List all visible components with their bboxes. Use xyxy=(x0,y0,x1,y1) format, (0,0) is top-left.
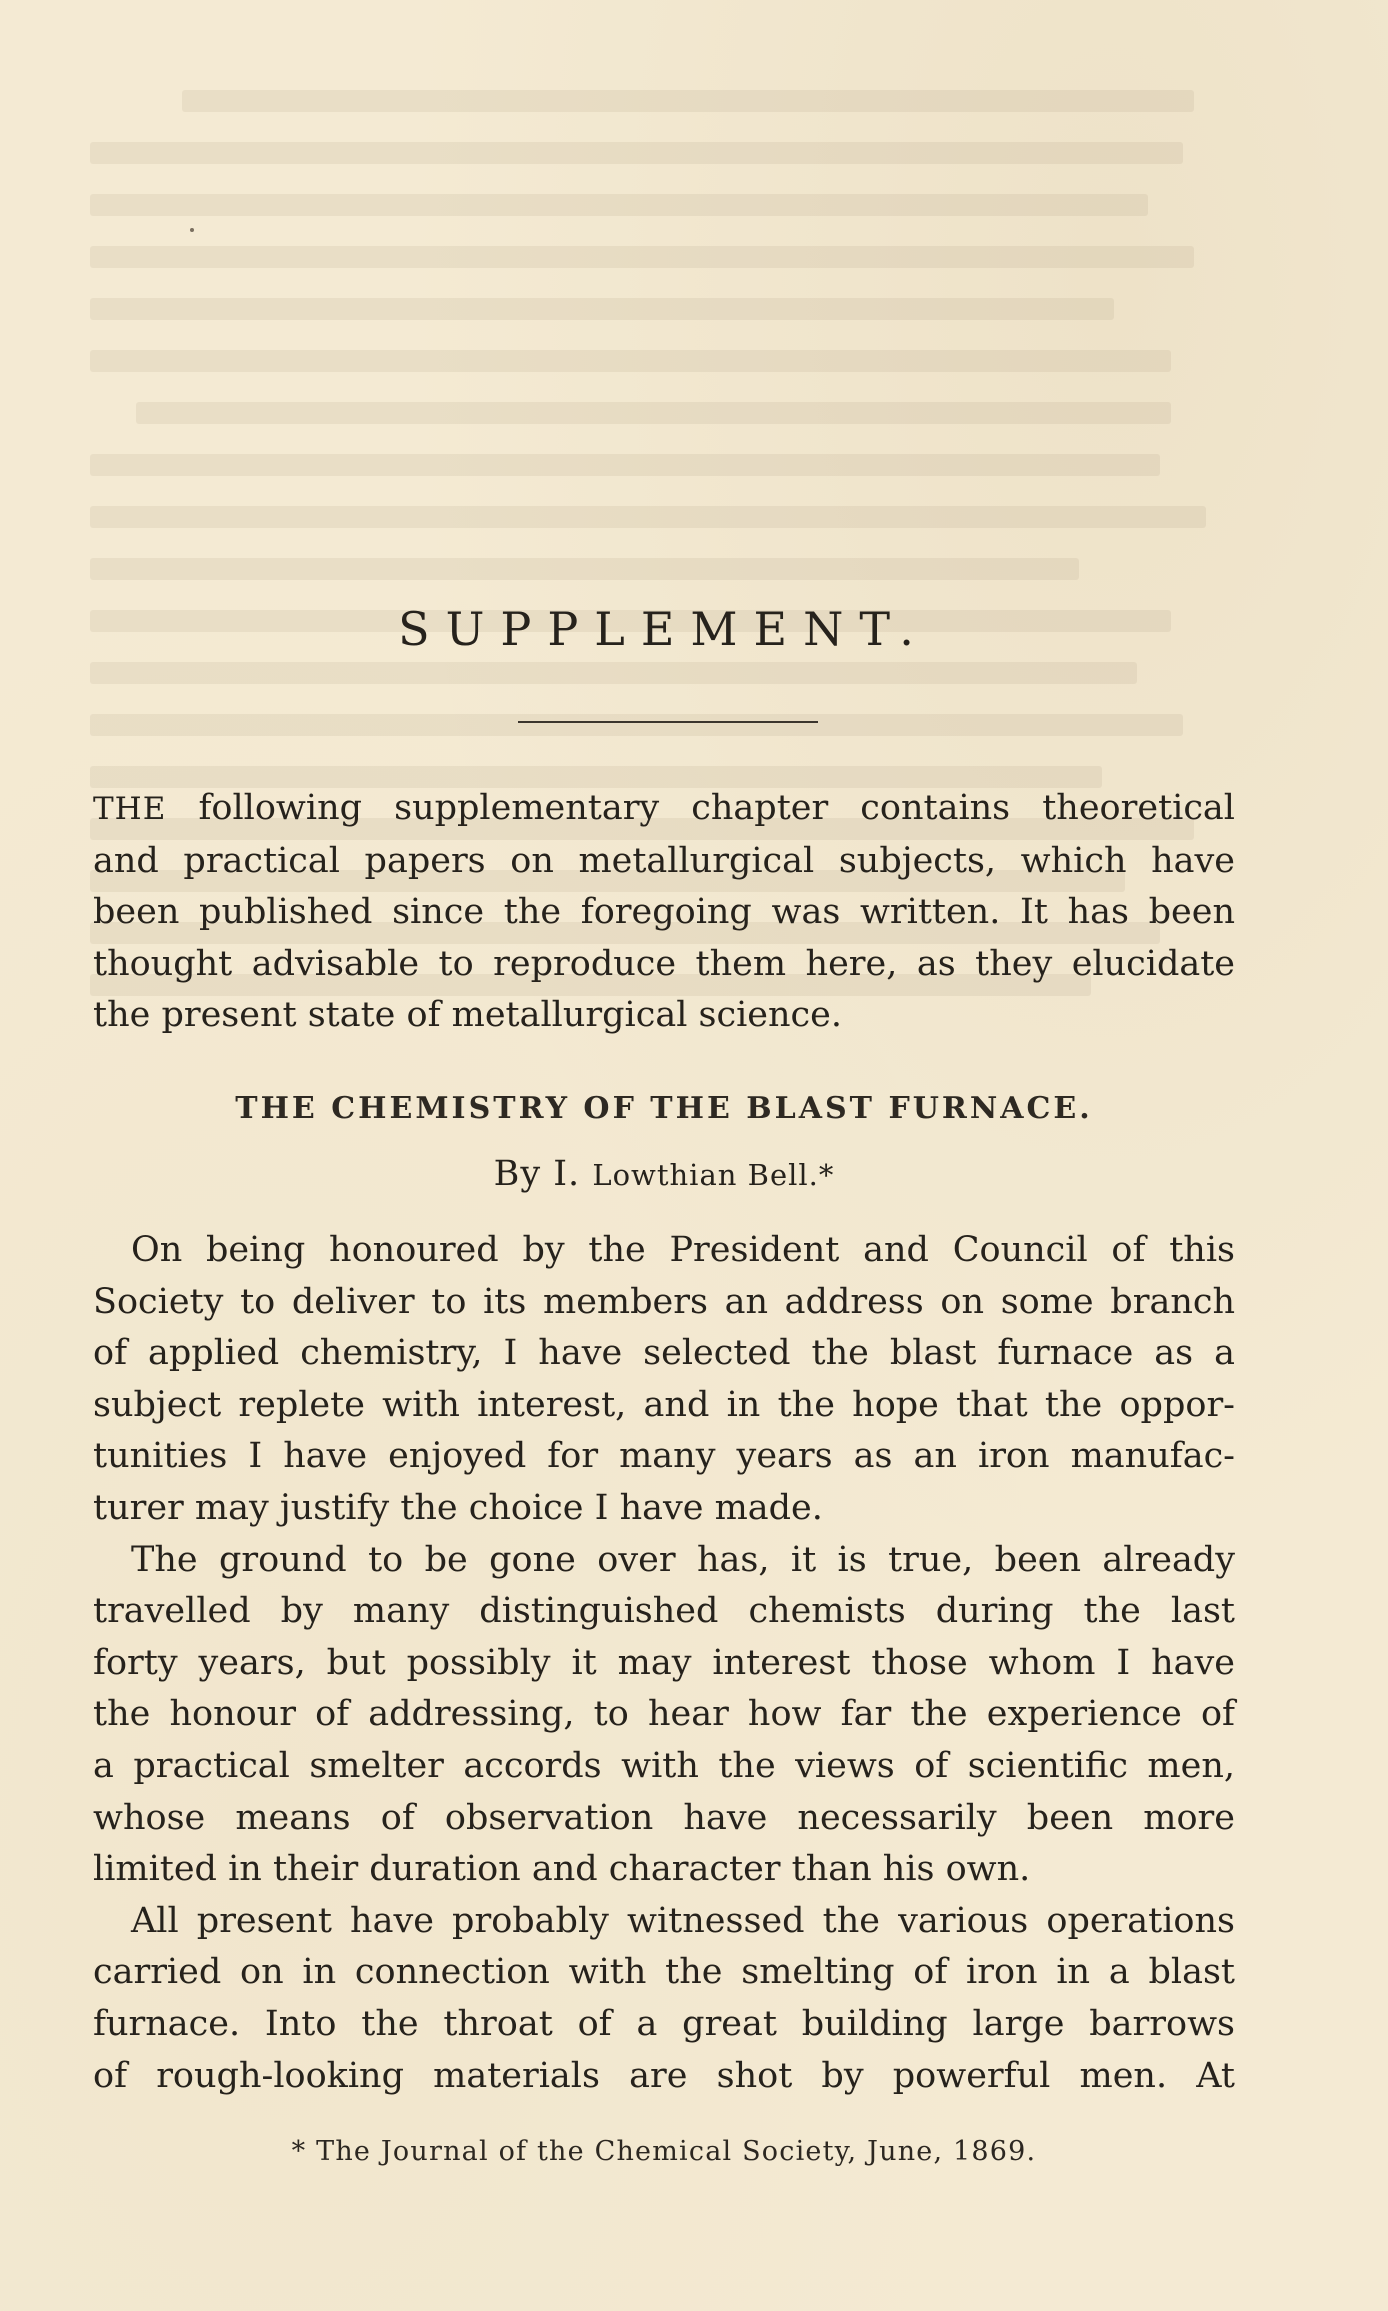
intro-line: been published since the foregoing was written. It has been xyxy=(93,892,1235,932)
body-line: furnace. Into the throat of a great building large barrows xyxy=(93,2003,1235,2044)
body-line: turer may justify the choice I have made. xyxy=(93,1487,823,1528)
body-line: of rough-looking materials are shot by powerful men. At xyxy=(93,2055,1235,2096)
body-line: limited in their duration and character than his own. xyxy=(93,1849,1031,1890)
article-body xyxy=(93,1225,1235,2102)
paper-speck xyxy=(190,228,194,232)
ghost-line xyxy=(90,350,1171,372)
body-line: Society to deliver to its members an address on some branch xyxy=(93,1281,1235,1322)
body-paragraph xyxy=(93,1896,1235,2102)
body-line: carried on in connection with the smelting of iron in a blast xyxy=(93,1952,1235,1993)
ghost-line xyxy=(90,662,1137,684)
ghost-line xyxy=(90,454,1160,476)
footnote: * The Journal of the Chemical Society, June, 1869. xyxy=(291,2136,1037,2167)
body-line: travelled by many distinguished chemists during the last xyxy=(93,1591,1235,1632)
ghost-line xyxy=(90,714,1183,736)
author-prefix: By I. xyxy=(493,1154,581,1194)
intro-paragraph xyxy=(93,783,1235,1042)
ghost-line xyxy=(90,298,1114,320)
body-line: whose means of observation have necessarily been more xyxy=(93,1797,1235,1838)
intro-line: and practical papers on metallurgical subjects, which have xyxy=(93,840,1235,881)
ghost-line xyxy=(182,90,1194,112)
page-title: SUPPLEMENT. xyxy=(398,602,930,656)
intro-line: the present state of metallurgical science. xyxy=(93,995,842,1035)
ghost-line xyxy=(136,402,1171,424)
ghost-line xyxy=(90,142,1183,164)
intro-line: thought advisable to reproduce them here, as they elucidate xyxy=(93,943,1235,984)
ghost-line xyxy=(90,194,1148,216)
title-divider xyxy=(518,721,818,723)
body-line: a practical smelter accords with the views of scientific men, xyxy=(93,1745,1235,1786)
body-line: the honour of addressing, to hear how far the experience of xyxy=(93,1694,1235,1735)
intro-line xyxy=(93,783,1235,836)
body-paragraph xyxy=(93,1225,1235,1535)
body-line: All present have probably witnessed the various operations xyxy=(131,1900,1235,1941)
body-paragraph xyxy=(93,1535,1235,1896)
ghost-line xyxy=(90,246,1194,268)
body-line: tunities I have enjoyed for many years as an iron manufac- xyxy=(93,1436,1235,1477)
body-line: of applied chemistry, I have selected the blast furnace as a xyxy=(93,1333,1235,1374)
intro-line-text: following supplementary chapter contains theoretical xyxy=(198,788,1235,828)
ghost-line xyxy=(90,506,1206,528)
intro-lead-caps: THE xyxy=(93,791,167,827)
ghost-line xyxy=(90,558,1079,580)
body-line: The ground to be gone over has, it is true, been already xyxy=(131,1539,1235,1580)
author-name: Lowthian Bell.* xyxy=(592,1158,835,1192)
body-line: subject replete with interest, and in the hope that the oppor- xyxy=(93,1384,1235,1425)
body-line: On being honoured by the President and Council of this xyxy=(131,1230,1235,1270)
body-line: forty years, but possibly it may interest those whom I have xyxy=(93,1642,1235,1683)
section-heading: THE CHEMISTRY OF THE BLAST FURNACE. xyxy=(235,1091,1093,1126)
author-line xyxy=(93,1154,1235,1194)
